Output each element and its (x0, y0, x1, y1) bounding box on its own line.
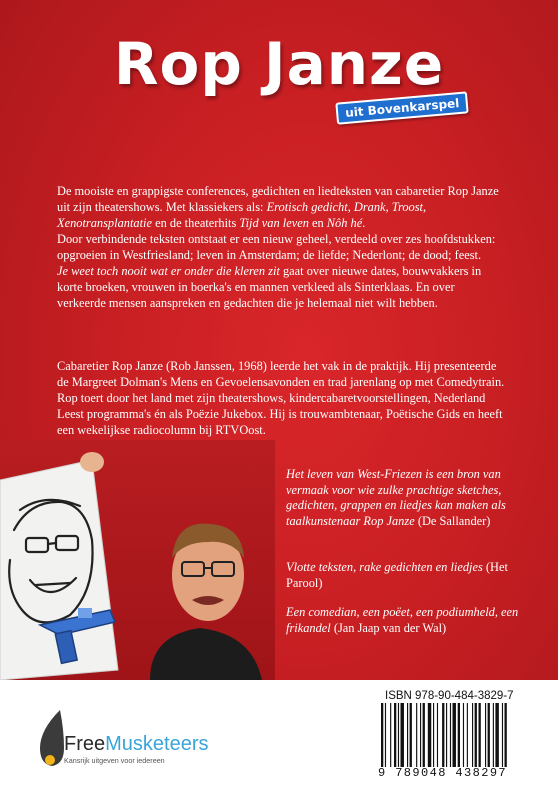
barcode-bar (420, 703, 421, 767)
barcode-bar (495, 703, 498, 767)
barcode-bar (472, 703, 473, 767)
barcode-bar (505, 703, 507, 767)
barcode-bar (401, 703, 404, 767)
barcode-number: 9 789048 438297 (378, 766, 508, 780)
barcode-bar (416, 703, 417, 767)
barcode-bar (479, 703, 481, 767)
author-title: Rop Janze (113, 30, 445, 98)
barcode-bar (446, 703, 447, 767)
publisher-name: FreeMusketeers (64, 733, 209, 755)
barcode-bar (394, 703, 396, 767)
blurb-paragraph-1: De mooiste en grappigste conferences, gedichten en liedteksten van cabaretier Rop Janze uit zijn theatershows. Met klassiekers als: Erotisch gedicht, Drank, Troost, Xenotransplantatie en de theaterhits Tijd van leven en Nôh hé. (57, 184, 499, 230)
barcode-bar (458, 703, 460, 767)
barcode-bar (488, 703, 490, 767)
barcode-bar (390, 703, 391, 767)
quote-1: Het leven van West-Friezen is een bron van vermaak voor wie zulke prachtige sketches, gedichten, grappen en liedjes kan maken als taalkunstenaar Rop Janze (De Sallander) (286, 467, 506, 528)
barcode-bar (437, 703, 438, 767)
isbn-label: ISBN 978-90-484-3829-7 (385, 690, 514, 702)
barcode-bar (410, 703, 412, 767)
blurb-paragraph-2: Door verbindende teksten ontstaat er een nieuw geheel, verdeeld over zes hoofdstukken: opgroeien in Westfriesland; leven in Amsterdam; de liefde; Nederlont; de dood; feest. (57, 232, 496, 262)
barcode-bar (467, 703, 468, 767)
publisher-tagline: Kansrijk uitgeven voor iedereen (64, 756, 165, 765)
barcode-bar (433, 703, 434, 767)
barcode-bar (502, 703, 503, 767)
blurb-text (57, 183, 505, 311)
barcode-bar (385, 703, 386, 767)
barcode-bar (428, 703, 431, 767)
author-portrait (150, 524, 262, 680)
blurb-paragraph-3: Je weet toch nooit wat er onder die kleren zit gaat over nieuwe dates, bouwvakkers in korte broeken, vrouwen in boerka's en mannen verkleed als Sinterklaas. En over verkeerde mensen aanspreken en gedachten die je helemaal niet wilt hebben. (57, 264, 482, 310)
barcode-bar (381, 703, 383, 767)
barcode-bar (423, 703, 425, 767)
barcode-bar (450, 703, 451, 767)
barcode-bar (453, 703, 456, 767)
barcode-bar (442, 703, 444, 767)
quote-3: Een comedian, een poëet, een podiumheld, een frikandel (Jan Jaap van der Wal) (286, 605, 519, 635)
quote-2: Vlotte teksten, rake gedichten en liedjes (Het Parool) (286, 560, 508, 590)
barcode-bar (493, 703, 494, 767)
barcode-bar (463, 703, 464, 767)
barcode (379, 703, 537, 767)
barcode-bar (475, 703, 477, 767)
barcode-bar (398, 703, 399, 767)
author-photo-illustration (0, 440, 275, 680)
publisher-logo-icon (38, 708, 66, 770)
barcode-bar (485, 703, 486, 767)
author-photo (0, 440, 275, 680)
barcode-bar (407, 703, 408, 767)
author-bio: Cabaretier Rop Janze (Rob Janssen, 1968) leerde het vak in de praktijk. Hij presenteerde de Margreet Dolman's Mens en Gevoelensavonden en trad jarenlang op met Comedytrain. Rop toert door het land met zijn theatershows, kindercabaretvoorstellingen, Nederland Leest programma's én als Poëzie Jukebox. Hij is trouwambtenaar, Poëtische Gids en heeft een wekelijkse radiocolumn bij RTVOost. (57, 359, 505, 437)
subtitle-badge: uit Bovenkarspel (335, 91, 469, 124)
